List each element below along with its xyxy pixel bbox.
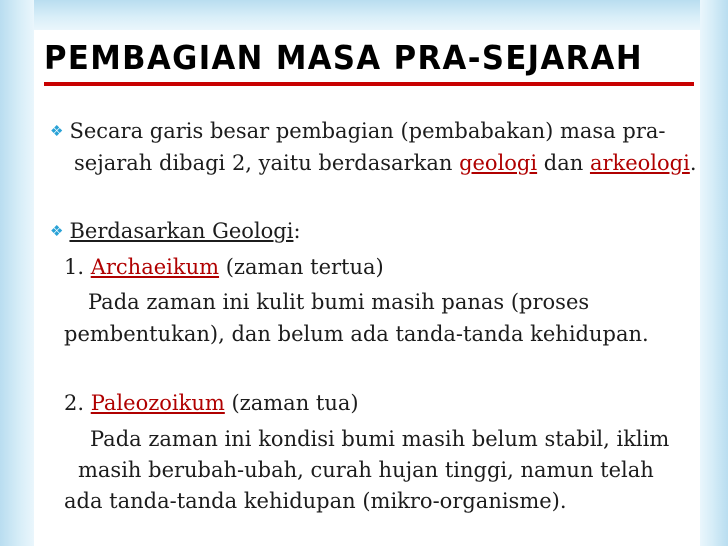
item-2-text-2: masih berubah-ubah, curah hujan tinggi, namun telah (78, 458, 654, 482)
paleozoikum-link[interactable]: Paleozoikum (90, 391, 225, 415)
diamond-bullet-icon: ❖ (50, 222, 64, 240)
diamond-bullet-icon: ❖ (50, 122, 64, 140)
item-1-heading: 1. Archaeikum (zaman tertua) (64, 255, 384, 279)
item-1-text-1: Pada zaman ini kulit bumi masih panas (proses (88, 290, 590, 314)
item-2-heading: 2. Paleozoikum (zaman tua) (64, 391, 359, 415)
title-underline (44, 82, 694, 86)
slide-frame-right (700, 0, 728, 546)
slide-title: PEMBAGIAN MASA PRA-SEJARAH (44, 38, 643, 77)
item-2-text-1: Pada zaman ini kondisi bumi masih belum stabil, iklim (90, 427, 670, 451)
bullet-1-line-1: ❖ Secara garis besar pembagian (pembabakan) masa pra- (50, 119, 666, 143)
geologi-link[interactable]: geologi (459, 151, 538, 175)
slide-frame-left (0, 0, 34, 546)
arkeologi-link[interactable]: arkeologi (589, 151, 690, 175)
bullet-2: ❖ Berdasarkan Geologi: (50, 219, 301, 243)
slide-frame-top (0, 0, 728, 30)
berdasarkan-geologi-label[interactable]: Berdasarkan Geologi (69, 219, 294, 243)
archaeikum-link[interactable]: Archaeikum (90, 255, 220, 279)
item-2-text-3: ada tanda-tanda kehidupan (mikro-organisme). (64, 489, 567, 513)
item-1-text-2: pembentukan), dan belum ada tanda-tanda kehidupan. (64, 322, 649, 346)
bullet-1-line-2: sejarah dibagi 2, yaitu berdasarkan geologi dan arkeologi. (74, 151, 697, 175)
